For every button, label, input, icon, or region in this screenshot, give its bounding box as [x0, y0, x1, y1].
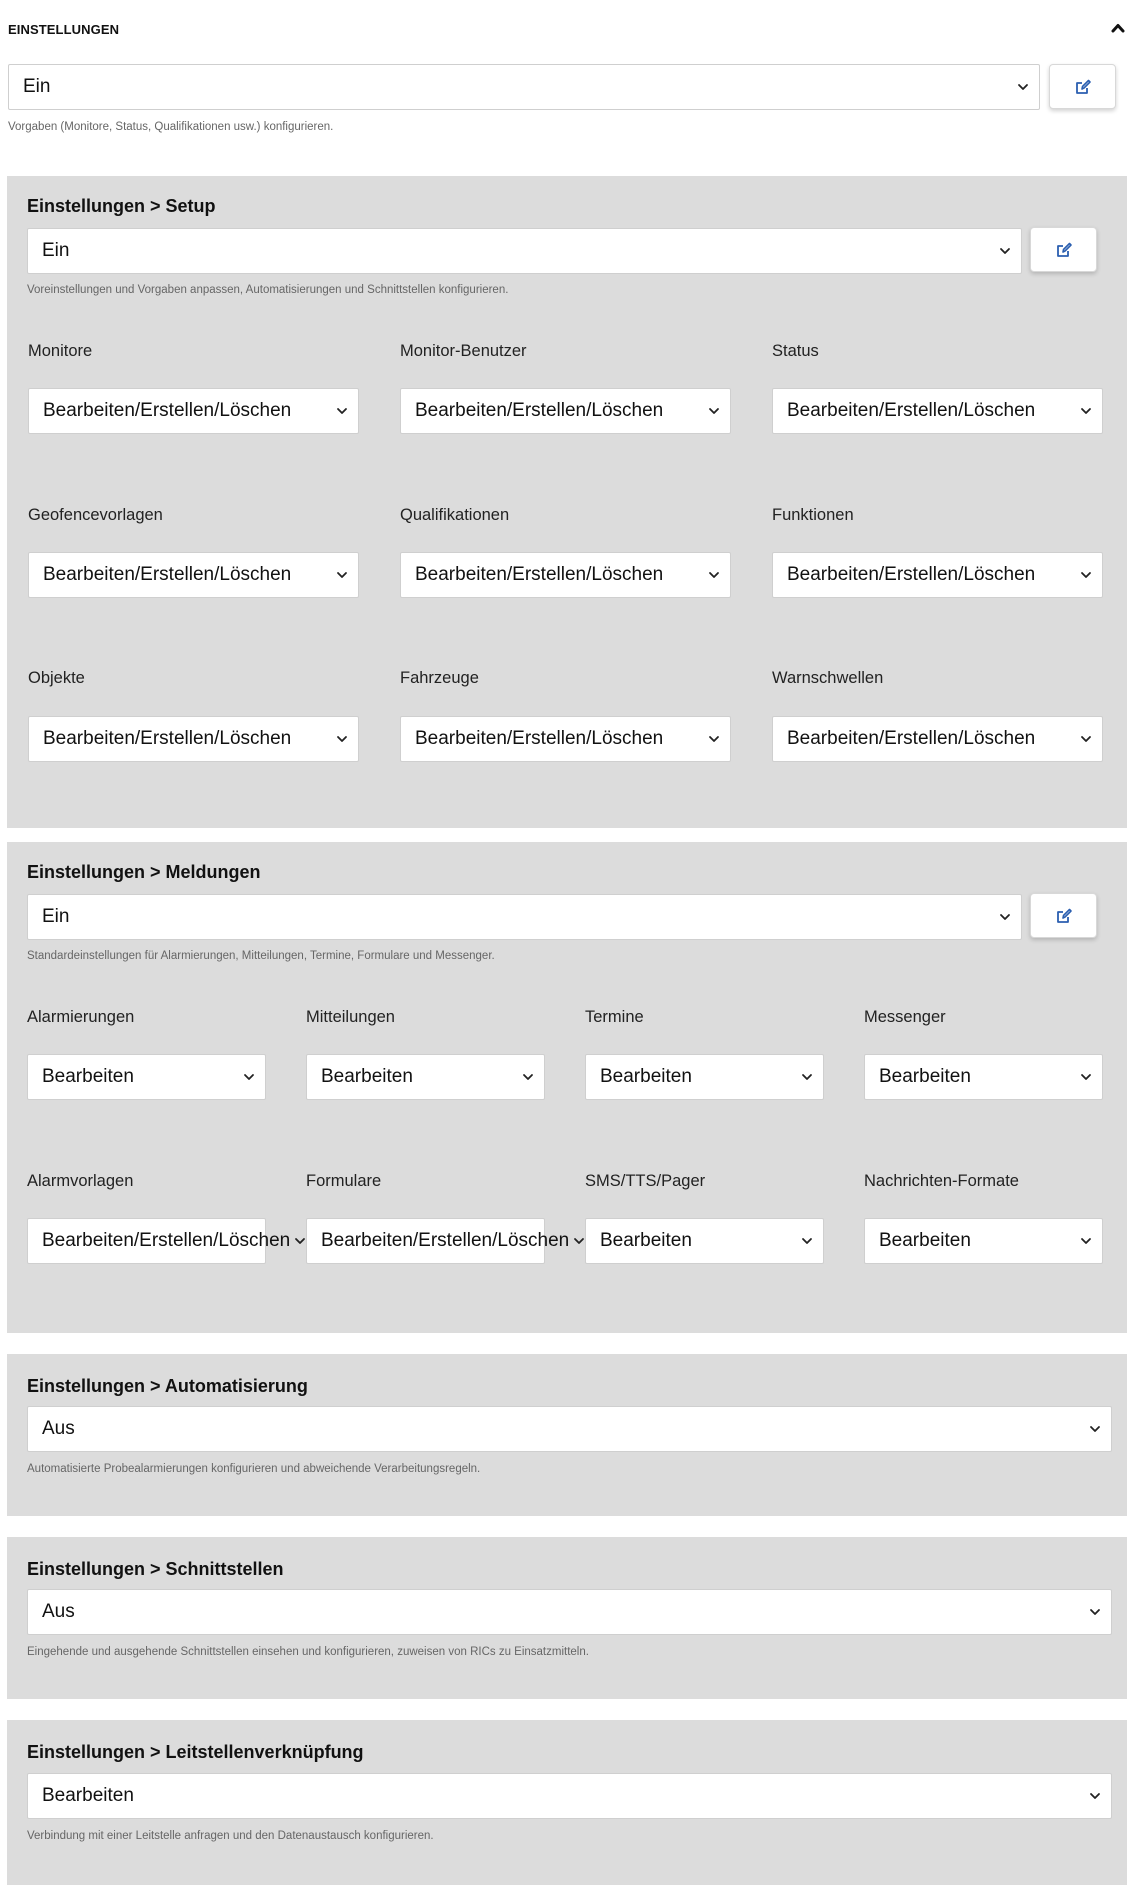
chevron-down-icon: [1087, 1424, 1103, 1434]
field-label-objekte: Objekte: [28, 669, 85, 687]
formulare-select[interactable]: [306, 1218, 570, 1264]
field-label-alarmvorlagen: Alarmvorlagen: [27, 1172, 134, 1190]
select-value: Bearbeiten/Erstellen/Löschen: [43, 564, 292, 585]
messenger-select[interactable]: [864, 1054, 1103, 1100]
chevron-down-icon: [334, 734, 350, 744]
fahrzeuge-select[interactable]: [400, 716, 731, 762]
chevron-down-icon: [1015, 82, 1031, 92]
edit-icon: [1055, 907, 1073, 925]
automatisierung-select[interactable]: [27, 1406, 1112, 1452]
field-label-qualifikationen: Qualifikationen: [400, 506, 510, 524]
monitor-benutzer-select[interactable]: [400, 388, 731, 434]
section-description: Standardeinstellungen für Alarmierungen, Mitteilungen, Termine, Formulare und Messenger.: [27, 950, 495, 962]
monitore-select[interactable]: [28, 388, 359, 434]
select-value: Aus: [42, 1418, 75, 1439]
select-value: Bearbeiten: [600, 1066, 692, 1087]
select-value: Bearbeiten/Erstellen/Löschen: [787, 728, 1036, 749]
settings-description: Vorgaben (Monitore, Status, Qualifikationen usw.) konfigurieren.: [8, 121, 334, 133]
alarmierungen-select[interactable]: [27, 1054, 266, 1100]
field-label-warnschwellen: Warnschwellen: [772, 669, 884, 687]
field-label-monitor-benutzer: Monitor-Benutzer: [400, 342, 527, 360]
meldungen-edit-button[interactable]: [1030, 893, 1097, 938]
chevron-down-icon: [1078, 570, 1094, 580]
select-value: Bearbeiten/Erstellen/Löschen: [787, 564, 1036, 585]
edit-icon: [1074, 78, 1092, 96]
field-label-termine: Termine: [585, 1008, 644, 1026]
select-value: Bearbeiten: [42, 1066, 134, 1087]
chevron-down-icon: [1078, 1236, 1094, 1246]
status-select[interactable]: [772, 388, 1103, 434]
section-meldungen: [7, 842, 1127, 1333]
chevron-down-icon: [334, 570, 350, 580]
select-value: Ein: [23, 76, 51, 97]
section-title: Einstellungen > Schnittstellen: [27, 1559, 284, 1579]
select-value: Bearbeiten/Erstellen/Löschen: [415, 728, 664, 749]
select-value: Bearbeiten: [600, 1230, 692, 1251]
chevron-down-icon: [520, 1072, 536, 1082]
chevron-down-icon: [1078, 406, 1094, 416]
chevron-up-icon[interactable]: [1110, 21, 1126, 35]
chevron-down-icon: [997, 246, 1013, 256]
section-title: Einstellungen > Automatisierung: [27, 1376, 308, 1396]
select-value: Bearbeiten: [879, 1066, 971, 1087]
chevron-down-icon: [1087, 1791, 1103, 1801]
setup-edit-button[interactable]: [1030, 227, 1097, 272]
field-label-monitore: Monitore: [28, 342, 93, 360]
setup-master-select[interactable]: [27, 228, 1022, 274]
field-label-nachrichten-formate: Nachrichten-Formate: [864, 1172, 1019, 1190]
select-value: Bearbeiten/Erstellen/Löschen: [415, 400, 664, 421]
select-value: Ein: [42, 240, 70, 261]
select-value: Bearbeiten/Erstellen/Löschen: [43, 728, 292, 749]
select-value: Aus: [42, 1601, 75, 1622]
select-value: Bearbeiten: [879, 1230, 971, 1251]
field-label-status: Status: [772, 342, 819, 360]
chevron-down-icon: [997, 912, 1013, 922]
select-value: Bearbeiten/Erstellen/Löschen: [43, 400, 292, 421]
chevron-down-icon: [706, 734, 722, 744]
section-description: Verbindung mit einer Leitstelle anfragen und den Datenaustausch konfigurieren.: [27, 1830, 434, 1842]
meldungen-master-select[interactable]: [27, 894, 1022, 940]
chevron-down-icon: [799, 1236, 815, 1246]
section-leitstellenverknuepfung: [7, 1720, 1127, 1885]
chevron-down-icon: [706, 406, 722, 416]
section-description: Eingehende und ausgehende Schnittstellen einsehen und konfigurieren, zuweisen von RICs zu Einsatzmitteln.: [27, 1646, 589, 1658]
chevron-down-icon: [799, 1072, 815, 1082]
chevron-down-icon: [706, 570, 722, 580]
select-value: Bearbeiten: [42, 1785, 134, 1806]
chevron-down-icon: [1078, 734, 1094, 744]
settings-master-select[interactable]: [8, 64, 1040, 110]
warnschwellen-select[interactable]: [772, 716, 1103, 762]
section-automatisierung: [7, 1354, 1127, 1516]
section-schnittstellen: [7, 1537, 1127, 1699]
chevron-down-icon: [241, 1072, 257, 1082]
select-value: Bearbeiten/Erstellen/Löschen: [787, 400, 1036, 421]
field-label-sms-tts-pager: SMS/TTS/Pager: [585, 1172, 706, 1190]
nachrichten-formate-select[interactable]: [864, 1218, 1103, 1264]
mitteilungen-select[interactable]: [306, 1054, 545, 1100]
section-title: Einstellungen > Leitstellenverknüpfung: [27, 1742, 364, 1762]
select-value: Bearbeiten/Erstellen/Löschen: [321, 1230, 570, 1251]
geofencevorlagen-select[interactable]: [28, 552, 359, 598]
field-label-mitteilungen: Mitteilungen: [306, 1008, 395, 1026]
settings-edit-button[interactable]: [1049, 64, 1116, 109]
qualifikationen-select[interactable]: [400, 552, 731, 598]
field-label-alarmierungen: Alarmierungen: [27, 1008, 135, 1026]
section-setup: [7, 176, 1127, 828]
field-label-geofencevorlagen: Geofencevorlagen: [28, 506, 163, 524]
field-label-fahrzeuge: Fahrzeuge: [400, 669, 479, 687]
section-description: Automatisierte Probealarmierungen konfigurieren und abweichende Verarbeitungsregeln.: [27, 1463, 481, 1475]
select-value: Bearbeiten/Erstellen/Löschen: [415, 564, 664, 585]
section-title: Einstellungen > Setup: [27, 196, 216, 216]
select-value: Bearbeiten: [321, 1066, 413, 1087]
schnittstellen-select[interactable]: [27, 1589, 1112, 1635]
alarmvorlagen-select[interactable]: [27, 1218, 291, 1264]
section-title: Einstellungen > Meldungen: [27, 862, 261, 882]
termine-select[interactable]: [585, 1054, 824, 1100]
field-label-funktionen: Funktionen: [772, 506, 854, 524]
sms-tts-pager-select[interactable]: [585, 1218, 824, 1264]
field-label-formulare: Formulare: [306, 1172, 382, 1190]
header-title: EINSTELLUNGEN: [8, 22, 120, 37]
chevron-down-icon: [334, 406, 350, 416]
funktionen-select[interactable]: [772, 552, 1103, 598]
leitstelle-select[interactable]: [27, 1773, 1112, 1819]
chevron-down-icon: [1078, 1072, 1094, 1082]
chevron-down-icon: [1087, 1607, 1103, 1617]
settings-header[interactable]: [0, 0, 1128, 58]
objekte-select[interactable]: [28, 716, 359, 762]
select-value: Bearbeiten/Erstellen/Löschen: [42, 1230, 291, 1251]
edit-icon: [1055, 241, 1073, 259]
select-value: Ein: [42, 906, 70, 927]
field-label-messenger: Messenger: [864, 1008, 946, 1026]
section-description: Voreinstellungen und Vorgaben anpassen, Automatisierungen und Schnittstellen konfigurieren.: [27, 284, 509, 296]
